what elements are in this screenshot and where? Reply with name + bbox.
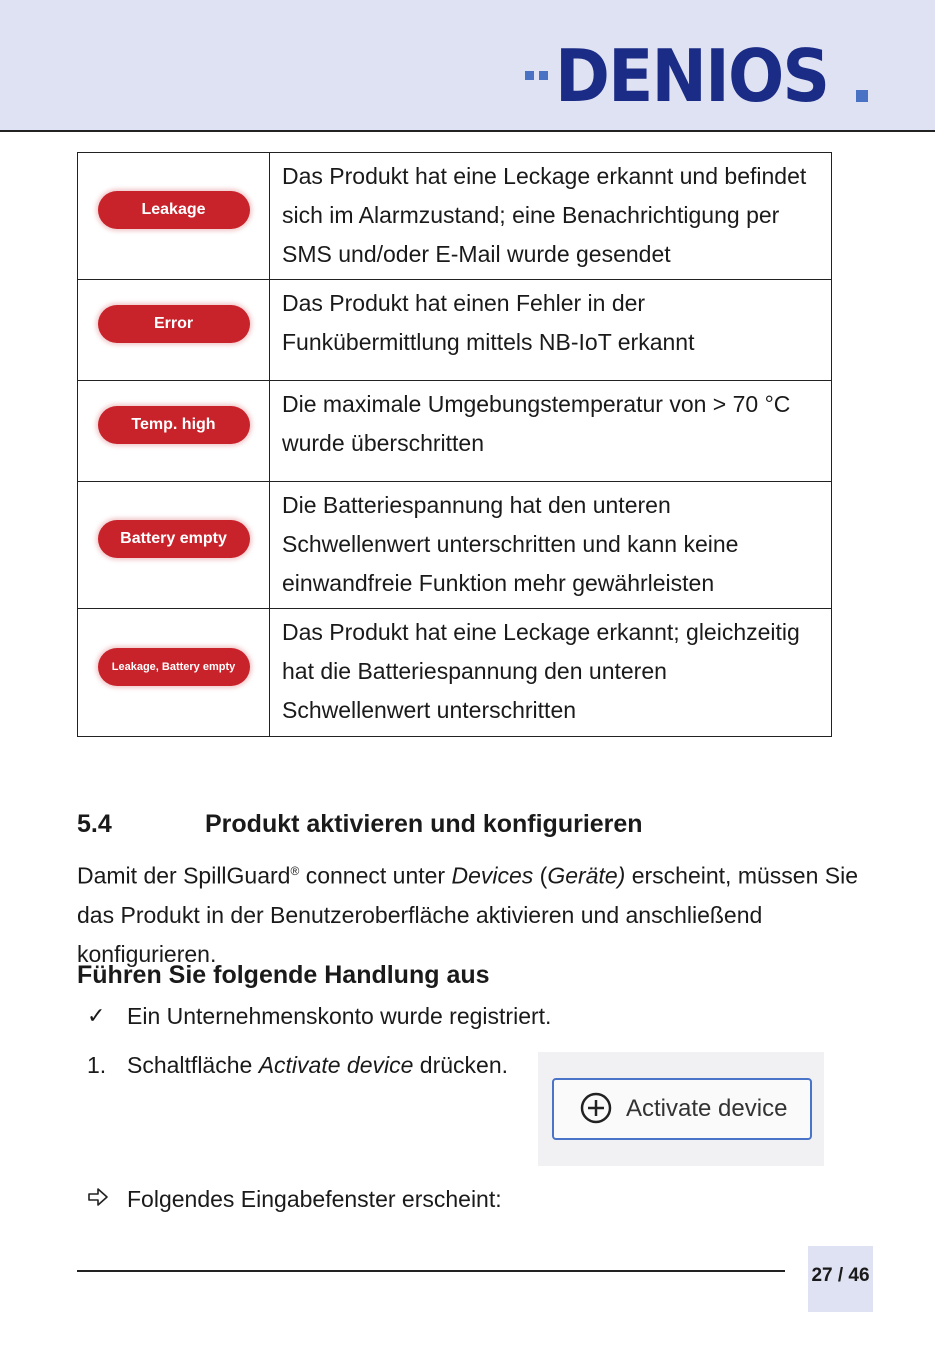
description-cell: Die maximale Umgebungstemperatur von > 70 °C wurde überschritten — [270, 381, 832, 482]
precondition-text: Ein Unternehmenskonto wurde registriert. — [127, 1003, 552, 1029]
description-cell: Das Produkt hat einen Fehler in der Funkübermittlung mittels NB-IoT erkannt — [270, 280, 832, 381]
page-header — [0, 0, 935, 132]
result-text: Folgendes Eingabefenster erscheint: — [127, 1186, 502, 1212]
plus-circle-icon — [580, 1092, 612, 1131]
arrow-right-icon — [87, 1186, 109, 1214]
intro-text: Damit der SpillGuard — [77, 862, 291, 889]
page-number: 27 / 46 — [808, 1246, 873, 1312]
intro-text: erscheint, müssen Sie das Produkt in der Benutzeroberfläche aktivieren und anschließend konfigurieren. — [77, 862, 858, 967]
button-screenshot — [538, 1052, 824, 1166]
table-row — [78, 381, 832, 482]
table-row — [78, 609, 832, 737]
intro-geraete: Geräte) — [547, 862, 626, 889]
badge-cell — [78, 482, 270, 609]
table-row — [78, 482, 832, 609]
status-badge: Leakage — [98, 191, 250, 229]
intro-devices: Devices — [451, 862, 534, 889]
badge-cell — [78, 609, 270, 737]
badge-cell — [78, 381, 270, 482]
description-cell: Das Produkt hat eine Leckage erkannt; gleichzeitig hat die Batteriespannung den unteren Schwellenwert unterschritten — [270, 609, 832, 737]
step-number: 1. — [87, 1052, 107, 1078]
logo-text: DENIOS — [555, 34, 829, 118]
description-cell: Das Produkt hat eine Leckage erkannt und befindet sich im Alarmzustand; eine Benachrichtigung per SMS und/oder E-Mail wurde gesendet — [270, 153, 832, 280]
badge-cell — [78, 153, 270, 280]
step-text-part: drücken. — [413, 1052, 509, 1078]
status-badge: Leakage, Battery empty — [98, 648, 250, 686]
status-badge: Temp. high — [98, 406, 250, 444]
checkmark-icon: ✓ — [87, 1003, 106, 1028]
instructions-heading: Führen Sie folgende Handlung aus — [77, 961, 490, 989]
step-text-italic: Activate device — [258, 1052, 414, 1078]
step-text-part: Schaltfläche — [127, 1052, 259, 1078]
activate-device-label: Activate device — [626, 1095, 788, 1122]
table-row — [78, 280, 832, 381]
logo-square-icon — [856, 90, 868, 102]
intro-text: connect unter — [299, 862, 452, 889]
footer-divider — [77, 1270, 785, 1272]
section-number: 5.4 — [77, 810, 112, 838]
section-title: Produkt aktivieren und konfigurieren — [205, 810, 643, 838]
table-row — [78, 153, 832, 280]
logo-square-icon — [525, 71, 534, 80]
intro-text: ( — [533, 862, 548, 889]
description-cell: Die Batteriespannung hat den unteren Schwellenwert unterschritten und kann keine einwandfreie Funktion mehr gewährleisten — [270, 482, 832, 609]
step-text — [127, 1052, 508, 1079]
status-badge: Error — [98, 305, 250, 343]
activate-device-button[interactable] — [552, 1078, 812, 1140]
denios-logo — [525, 34, 875, 120]
badge-cell — [78, 280, 270, 381]
status-table — [77, 152, 832, 737]
registered-mark: ® — [290, 864, 300, 878]
logo-square-icon — [539, 71, 548, 80]
section-intro — [77, 852, 887, 974]
status-badge: Battery empty — [98, 520, 250, 558]
